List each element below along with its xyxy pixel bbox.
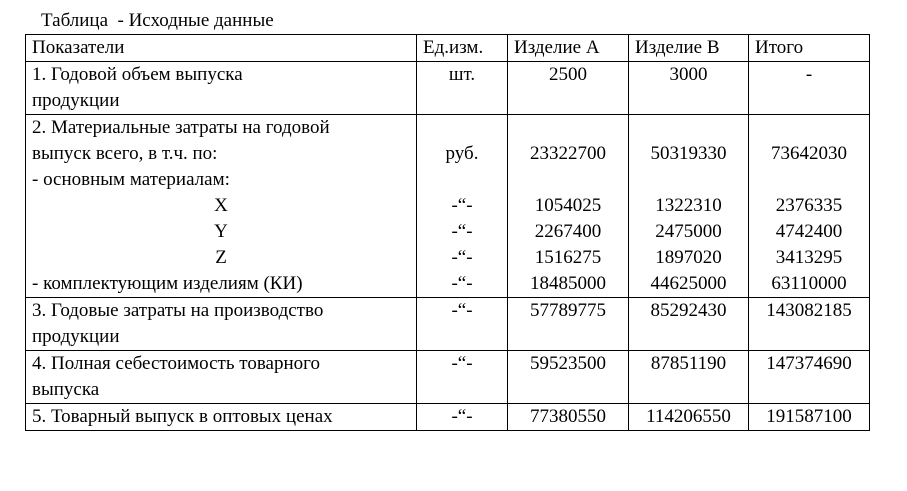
material-z-a: 1516275 — [534, 247, 602, 268]
row-unit — [417, 115, 508, 298]
row-label — [26, 115, 417, 298]
header-row — [26, 35, 870, 62]
row-product-b: 114206550 — [629, 404, 749, 431]
table-row — [26, 115, 870, 298]
row-label-line: 5. Товарный выпуск в оптовых ценах — [32, 406, 333, 427]
material-z-unit: -“- — [451, 247, 473, 268]
header-product-a-label: Изделие А — [514, 37, 600, 58]
material-x-a: 1054025 — [534, 195, 602, 216]
source-data-table — [25, 34, 870, 431]
row-product-a: 59523500 — [508, 351, 629, 404]
row-total: 191587100 — [749, 404, 870, 431]
row-label — [26, 62, 417, 115]
sub-heading: - основным материалам: — [32, 169, 230, 190]
row-label-line: 2. Материальные затраты на годовой — [32, 117, 330, 138]
row-label-line: продукции — [32, 326, 120, 347]
row-product-a — [508, 115, 629, 298]
row-unit: шт. — [417, 62, 508, 115]
table-row — [26, 351, 870, 404]
header-indicators: Показатели — [26, 35, 417, 62]
row-unit: -“- — [417, 351, 508, 404]
material-z-total: 3413295 — [775, 247, 843, 268]
material-y-a: 2267400 — [534, 221, 602, 242]
material-z-b: 1897020 — [655, 247, 722, 268]
header-product-a — [508, 35, 629, 62]
header-product-b: Изделие В — [629, 35, 749, 62]
row-product-a-value: 23322700 — [530, 143, 606, 164]
table-row — [26, 404, 870, 431]
header-total: Итого — [749, 35, 870, 62]
table-caption: Таблица - Исходные данные — [41, 10, 274, 31]
row-product-b: 3000 — [629, 62, 749, 115]
components-b: 44625000 — [650, 273, 727, 294]
row-unit-value: руб. — [445, 143, 479, 164]
row-label-line: продукции — [32, 90, 120, 111]
row-label-line: 1. Годовой объем выпуска — [32, 64, 243, 85]
row-product-b: 87851190 — [629, 351, 749, 404]
row-total: 147374690 — [749, 351, 870, 404]
header-unit: Ед.изм. — [417, 35, 508, 62]
row-label — [26, 351, 417, 404]
components-total: 63110000 — [771, 273, 847, 294]
material-x-b: 1322310 — [655, 195, 722, 216]
row-label-line: 4. Полная себестоимость товарного — [32, 353, 320, 374]
row-product-b: 85292430 — [629, 298, 749, 351]
material-y-total: 4742400 — [775, 221, 843, 242]
material-x-total: 2376335 — [775, 195, 843, 216]
row-product-b-value: 50319330 — [650, 143, 727, 164]
row-label-line: 3. Годовые затраты на производство — [32, 300, 324, 321]
row-unit: -“- — [417, 404, 508, 431]
row-product-a: 57789775 — [508, 298, 629, 351]
material-z-label: Z — [215, 247, 227, 268]
row-total — [749, 115, 870, 298]
row-label-line: выпуск всего, в т.ч. по: — [32, 143, 218, 164]
material-y-unit: -“- — [451, 221, 473, 242]
row-label — [26, 298, 417, 351]
row-total: 143082185 — [749, 298, 870, 351]
row-product-a: 77380550 — [508, 404, 629, 431]
material-y-b: 2475000 — [655, 221, 722, 242]
row-product-b — [629, 115, 749, 298]
components-label: - комплектующим изделиям (КИ) — [32, 273, 303, 294]
material-x-unit: -“- — [451, 195, 473, 216]
components-unit: -“- — [451, 273, 473, 294]
material-x-label: X — [214, 195, 228, 216]
row-label — [26, 404, 417, 431]
components-a: 18485000 — [530, 273, 606, 294]
table-row — [26, 298, 870, 351]
row-label-line: выпуска — [32, 379, 100, 400]
row-total-value: 73642030 — [771, 143, 847, 164]
table-row — [26, 62, 870, 115]
row-total: - — [749, 62, 870, 115]
row-product-a: 2500 — [508, 62, 629, 115]
row-unit: -“- — [417, 298, 508, 351]
material-y-label: Y — [214, 221, 228, 242]
